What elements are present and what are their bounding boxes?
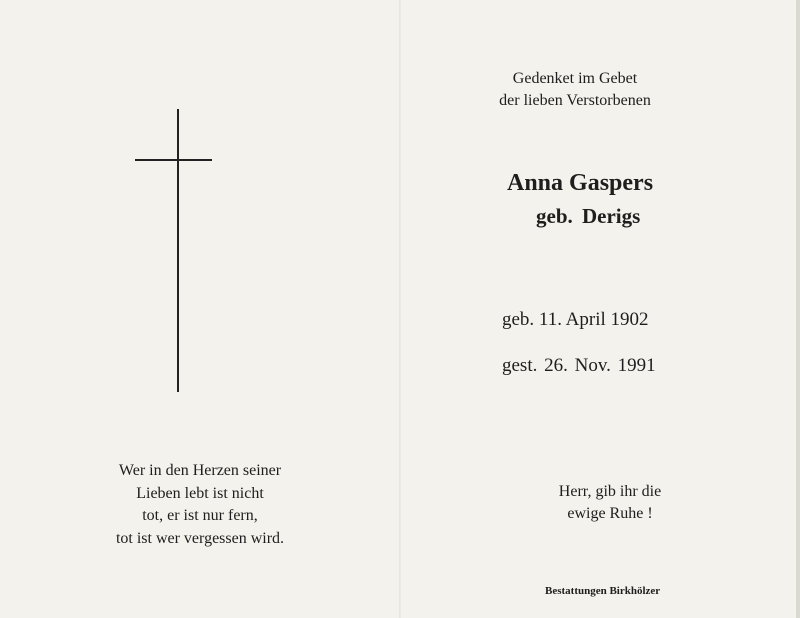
poem-line: tot ist wer vergessen wird. — [115, 529, 285, 547]
memorial-poem — [100, 460, 300, 550]
heading-line: Gedenket im Gebet — [512, 70, 638, 87]
poem-line: tot, er ist nur fern, — [142, 507, 258, 524]
prayer-line: Herr, gib ihr die — [558, 483, 662, 500]
heading-line: der lieben Verstorbenen — [499, 92, 651, 109]
death-date: gest. 26. Nov. 1991 — [502, 355, 656, 376]
maiden-name: geb. Derigs — [536, 204, 641, 228]
birth-date: geb. 11. April 1902 — [502, 309, 649, 330]
card-edge — [796, 0, 800, 618]
poem-line: Lieben lebt ist nicht — [136, 484, 264, 502]
prayer-line: ewige Ruhe ! — [567, 505, 653, 522]
cross-horizontal-bar — [135, 159, 212, 161]
closing-prayer — [540, 481, 680, 525]
deceased-name: Anna Gaspers — [507, 170, 654, 196]
cross-vertical-bar — [177, 109, 179, 392]
poem-line: Wer in den Herzen seiner — [118, 462, 282, 479]
undertaker-name: Bestattungen Birkhölzer — [545, 585, 661, 597]
card-fold — [399, 0, 401, 618]
prayer-heading — [470, 68, 680, 112]
